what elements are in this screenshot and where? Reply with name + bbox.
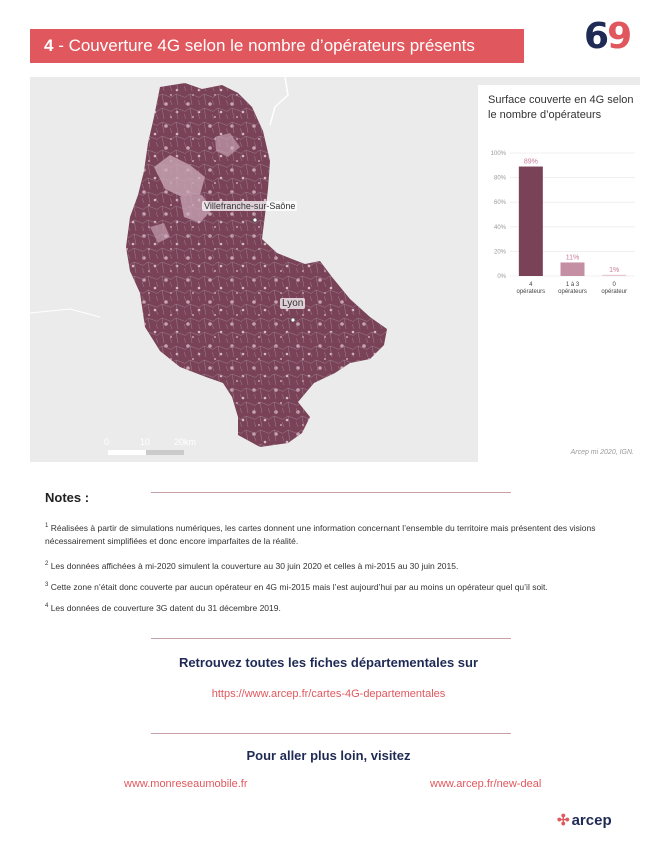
plus-loin-heading: Pour aller plus loin, visitez <box>246 748 411 763</box>
department-digit-6: 6 <box>584 16 608 57</box>
note-1 <box>45 520 635 548</box>
department-digit-9: 9 <box>607 16 631 57</box>
note-2-text: Les données affichées à mi-2020 simulent la couverture au 30 juin 2020 et celles à mi-2015 au 30 juin 2015. <box>48 560 459 571</box>
fiches-heading: Retrouvez toutes les fiches départementales sur <box>178 655 479 670</box>
map-label-lyon: Lyon <box>282 298 304 309</box>
category-label-3: 0 <box>612 282 616 288</box>
fiches-link[interactable]: https://www.arcep.fr/cartes-4G-departementales <box>211 688 446 700</box>
map-panel <box>30 77 640 462</box>
coverage-bar-chart <box>478 145 640 375</box>
y-tick-label: 20% <box>493 249 506 256</box>
note-4-number: 4 <box>45 603 49 609</box>
notes-heading: Notes : <box>45 490 90 505</box>
footer-divider-2 <box>151 733 511 734</box>
note-4 <box>45 600 635 615</box>
note-2-number: 2 <box>45 561 49 567</box>
category-label-1: 4 <box>529 282 533 288</box>
data-label-3: 1% <box>609 266 620 274</box>
lyon-marker <box>291 318 295 322</box>
category-label-2: 1 à 3 <box>565 282 580 288</box>
arcep-logo <box>557 811 612 829</box>
chart-container <box>478 85 640 462</box>
section-number: 4 <box>44 36 54 55</box>
scale-0: 0 <box>104 437 110 447</box>
notes-divider <box>151 492 511 493</box>
category-label-1: opérateurs <box>516 289 546 295</box>
y-tick-label: 40% <box>493 224 506 231</box>
arcep-logo-text: arcep <box>571 812 612 829</box>
y-tick-label: 0% <box>497 274 506 280</box>
bar-1 <box>519 167 543 276</box>
note-1-number: 1 <box>45 523 49 529</box>
y-tick-label: 80% <box>493 175 506 182</box>
chart-title: Surface couverte en 4G selon le nombre d’opérateurs <box>488 94 634 121</box>
note-2 <box>45 558 635 573</box>
monreseaumobile-link[interactable]: www.monreseaumobile.fr <box>124 778 248 790</box>
note-3-number: 3 <box>45 582 49 588</box>
note-3-text: Cette zone n’était donc couverte par aucun opérateur en 4G mi-2015 mais l’est aujourd’hui par au moins un opérateur quel qu’il soit. <box>48 581 548 592</box>
bar-2 <box>561 262 585 276</box>
section-title <box>30 29 524 63</box>
scale-10: 10 <box>140 437 151 447</box>
footer-divider-1 <box>151 638 511 639</box>
coverage-map <box>30 77 475 462</box>
map-source: Arcep mi 2020, IGN. <box>570 449 634 456</box>
category-label-3: opérateur <box>601 289 628 295</box>
data-label-2: 11% <box>565 254 580 262</box>
data-label-1: 89% <box>523 158 538 166</box>
scale-20: 20km <box>174 437 197 447</box>
y-tick-label: 100% <box>490 151 506 157</box>
villefranche-marker <box>253 218 257 222</box>
section-title-text: - Couverture 4G selon le nombre d’opérateurs présents <box>53 36 475 55</box>
new-deal-link[interactable]: www.arcep.fr/new-deal <box>430 778 542 790</box>
map-label-villefranche: Villefranche-sur-Saône <box>204 201 296 211</box>
category-label-2: opérateurs <box>558 289 587 295</box>
y-tick-label: 60% <box>493 200 506 207</box>
bar-3 <box>602 275 626 276</box>
note-1-text: Réalisées à partir de simulations numériques, les cartes donnent une information concernant l’ensemble du territoire mais présentent des visions nécessairement simplifiées et donc encore imparfaites de la réalité. <box>45 522 596 546</box>
department-number <box>584 16 630 57</box>
note-4-text: Les données de couverture 3G datent du 31 décembre 2019. <box>48 602 281 613</box>
arcep-logo-icon: ✣ <box>557 812 570 829</box>
note-3 <box>45 579 635 594</box>
